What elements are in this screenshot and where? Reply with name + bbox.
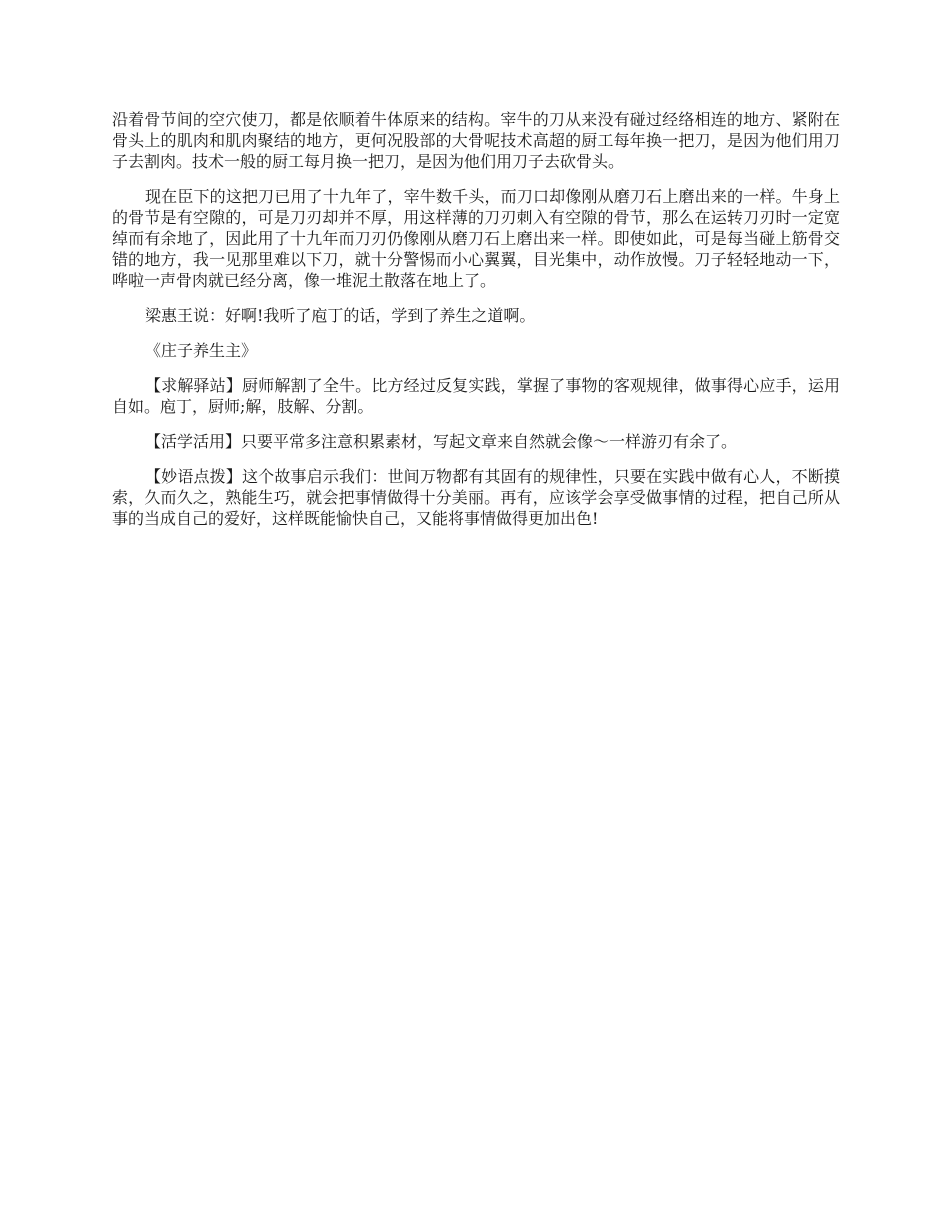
paragraph-nineteen-years: 现在臣下的这把刀已用了十九年了，宰牛数千头，而刀口却像刚从磨刀石上磨出来的一样。牛身上的骨节是有空隙的，可是刀刃却并不厚，用这样薄的刀刃刺入有空隙的骨节，那么在运转刀刃时一定宽绰而有余地了，因此用了十九年而刀刃仍像刚从磨刀石上磨出来一样。即使如此，可是每当碰上筋骨交错的地方，我一见那里难以下刀，就十分警惕而小心翼翼，目光集中，动作放慢。刀子轻轻地动一下，哗啦一声骨肉就已经分离，像一堆泥土散落在地上了。 <box>112 187 840 290</box>
paragraph-explanation: 【求解驿站】厨师解割了全牛。比方经过反复实践，掌握了事物的客观规律，做事得心应手，运用自如。庖丁，厨师;解，肢解、分割。 <box>112 376 840 416</box>
source-citation: 《庄子养生主》 <box>145 341 258 360</box>
paragraph-usage-example: 【活学活用】只要平常多注意积累素材，写起文章来自然就会像～一样游刃有余了。 <box>145 432 738 451</box>
paragraph-knife-technique: 沿着骨节间的空穴使刀，都是依顺着牛体原来的结构。宰牛的刀从来没有碰过经络相连的地方、紧附在骨头上的肌肉和肌肉聚结的地方，更何况股部的大骨呢技术高超的厨工每年换一把刀，是因为他们用刀子去割肉。技术一般的厨工每月换一把刀，是因为他们用刀子去砍骨头。 <box>112 110 840 171</box>
paragraph-insight: 【妙语点拨】这个故事启示我们：世间万物都有其固有的规律性，只要在实践中做有心人，不断摸索，久而久之，熟能生巧，就会把事情做得十分美丽。再有，应该学会享受做事情的过程，把自己所从事的当成自己的爱好，这样既能愉快自己，又能将事情做得更加出色! <box>112 467 840 528</box>
paragraph-king-liang-hui: 梁惠王说：好啊!我听了庖丁的话，学到了养生之道啊。 <box>145 306 536 325</box>
document-page <box>112 109 840 543</box>
